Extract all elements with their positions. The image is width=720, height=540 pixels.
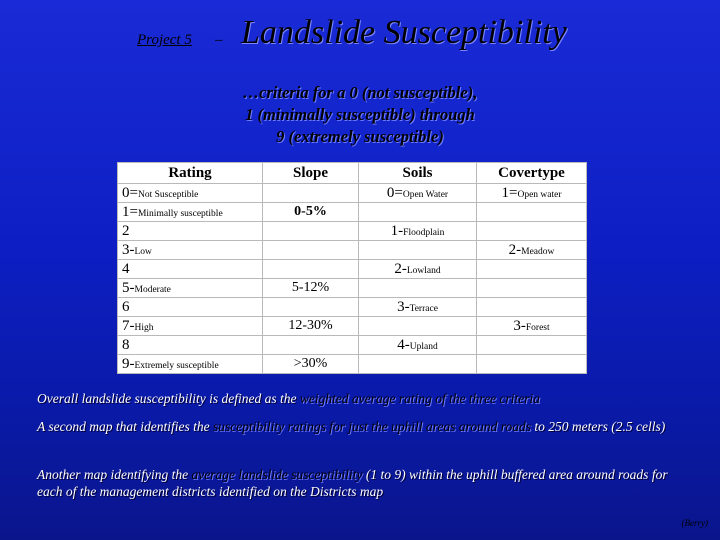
covertype-cell	[477, 222, 587, 241]
rating-cell	[118, 336, 263, 355]
rating-cell	[118, 317, 263, 336]
table-row	[118, 279, 587, 298]
rating-label: Extremely susceptible	[134, 361, 219, 371]
covertype-label: Open water	[517, 190, 562, 200]
rating-number: 1=	[122, 204, 138, 220]
rating-cell	[118, 298, 263, 317]
rating-number: 4	[122, 261, 130, 277]
soils-number: 4-	[397, 337, 410, 353]
subtitle-line-3: 9 (extremely susceptible)	[276, 127, 444, 146]
covertype-number: 3-	[513, 318, 526, 334]
rating-cell	[118, 241, 263, 260]
rating-label: High	[134, 323, 154, 333]
rating-cell	[118, 355, 263, 374]
soils-cell	[359, 355, 477, 374]
slope-cell: >30%	[263, 355, 359, 374]
p1-emphasis: weighted average rating of the three criteria	[299, 391, 541, 406]
soils-label: Floodplain	[403, 228, 445, 238]
slope-cell: 0-5%	[263, 203, 359, 222]
covertype-cell	[477, 317, 587, 336]
rating-number: 0=	[122, 185, 138, 201]
covertype-number: 2-	[508, 242, 522, 258]
covertype-cell	[477, 260, 587, 279]
rating-number: 5-	[122, 280, 135, 296]
table-row	[118, 241, 587, 260]
title-row	[0, 14, 720, 58]
p3-text: Another map identifying the	[37, 467, 192, 482]
rating-number: 8	[122, 337, 130, 353]
paragraph-another-map	[37, 466, 677, 500]
soils-cell	[359, 260, 477, 279]
paragraph-second-map	[37, 418, 677, 435]
table-row	[118, 317, 587, 336]
p2-text-post: to 250 meters (2.5 cells)	[531, 419, 666, 434]
soils-cell	[359, 222, 477, 241]
slope-cell	[263, 222, 359, 241]
subtitle	[150, 82, 570, 148]
p2-text: A second map that identifies the	[37, 419, 213, 434]
rating-label: Minimally susceptible	[137, 209, 223, 219]
rating-number: 6	[122, 299, 130, 315]
table-row	[118, 355, 587, 374]
table-header-row	[118, 163, 587, 184]
covertype-label: Meadow	[521, 247, 555, 257]
header-rating: Rating	[118, 163, 263, 184]
table-row	[118, 222, 587, 241]
rating-number: 9-	[122, 356, 135, 372]
covertype-label: Forest	[525, 323, 550, 333]
table-row	[118, 336, 587, 355]
covertype-cell	[477, 184, 587, 203]
table-row	[118, 203, 587, 222]
covertype-cell	[477, 279, 587, 298]
rating-label: Low	[134, 247, 152, 257]
rating-cell	[118, 184, 263, 203]
rating-cell	[118, 203, 263, 222]
covertype-number: 1=	[501, 185, 518, 201]
soils-label: Terrace	[409, 304, 438, 314]
slope-cell	[263, 184, 359, 203]
soils-cell	[359, 184, 477, 203]
soils-number: 2-	[394, 261, 407, 277]
soils-cell	[359, 298, 477, 317]
rating-number: 2	[122, 223, 130, 239]
rating-label: Not Susceptible	[137, 190, 199, 200]
page-title: Landslide Susceptibility	[241, 14, 567, 51]
soils-cell	[359, 336, 477, 355]
soils-cell	[359, 241, 477, 260]
rating-number: 7-	[122, 318, 135, 334]
p1-text: Overall landslide susceptibility is defined as the	[37, 391, 300, 406]
soils-label: Lowland	[406, 266, 441, 276]
slope-cell: 12-30%	[263, 317, 359, 336]
slope-cell	[263, 298, 359, 317]
covertype-cell	[477, 241, 587, 260]
soils-cell	[359, 279, 477, 298]
title-dash: –	[215, 32, 223, 48]
table-row	[118, 260, 587, 279]
rating-cell	[118, 279, 263, 298]
covertype-cell	[477, 355, 587, 374]
slope-cell: 5-12%	[263, 279, 359, 298]
project-link[interactable]: Project 5	[137, 32, 192, 48]
subtitle-line-2: 1 (minimally susceptible) through	[245, 105, 475, 124]
soils-cell	[359, 203, 477, 222]
rating-label: Moderate	[134, 285, 171, 295]
table-row	[118, 298, 587, 317]
soils-cell	[359, 317, 477, 336]
p3-emphasis: average landslide susceptibility	[191, 467, 363, 482]
criteria-table	[117, 162, 587, 374]
soils-number: 1-	[390, 223, 404, 239]
table-row	[118, 184, 587, 203]
slope-cell	[263, 241, 359, 260]
rating-cell	[118, 222, 263, 241]
header-soils: Soils	[359, 163, 477, 184]
soils-number: 3-	[397, 299, 410, 315]
header-covertype: Covertype	[477, 163, 587, 184]
soils-label: Upland	[409, 342, 438, 352]
header-slope: Slope	[263, 163, 359, 184]
rating-number: 3-	[122, 242, 135, 258]
covertype-cell	[477, 203, 587, 222]
slope-cell	[263, 260, 359, 279]
rating-cell	[118, 260, 263, 279]
paragraph-overall	[37, 390, 677, 407]
covertype-cell	[477, 298, 587, 317]
slope-cell	[263, 336, 359, 355]
p3-text-post: (1 to 9) within the uphill buffered area around roads for each of the management districts identified on the Districts map	[37, 467, 668, 499]
covertype-cell	[477, 336, 587, 355]
soils-number: 0=	[386, 185, 403, 201]
subtitle-line-1: …criteria for a 0 (not susceptible),	[242, 83, 478, 102]
author-credit: (Berry)	[681, 518, 708, 528]
p2-emphasis: susceptibility ratings for just the uphill areas around roads	[212, 419, 531, 434]
soils-label: Open Water	[402, 190, 449, 200]
